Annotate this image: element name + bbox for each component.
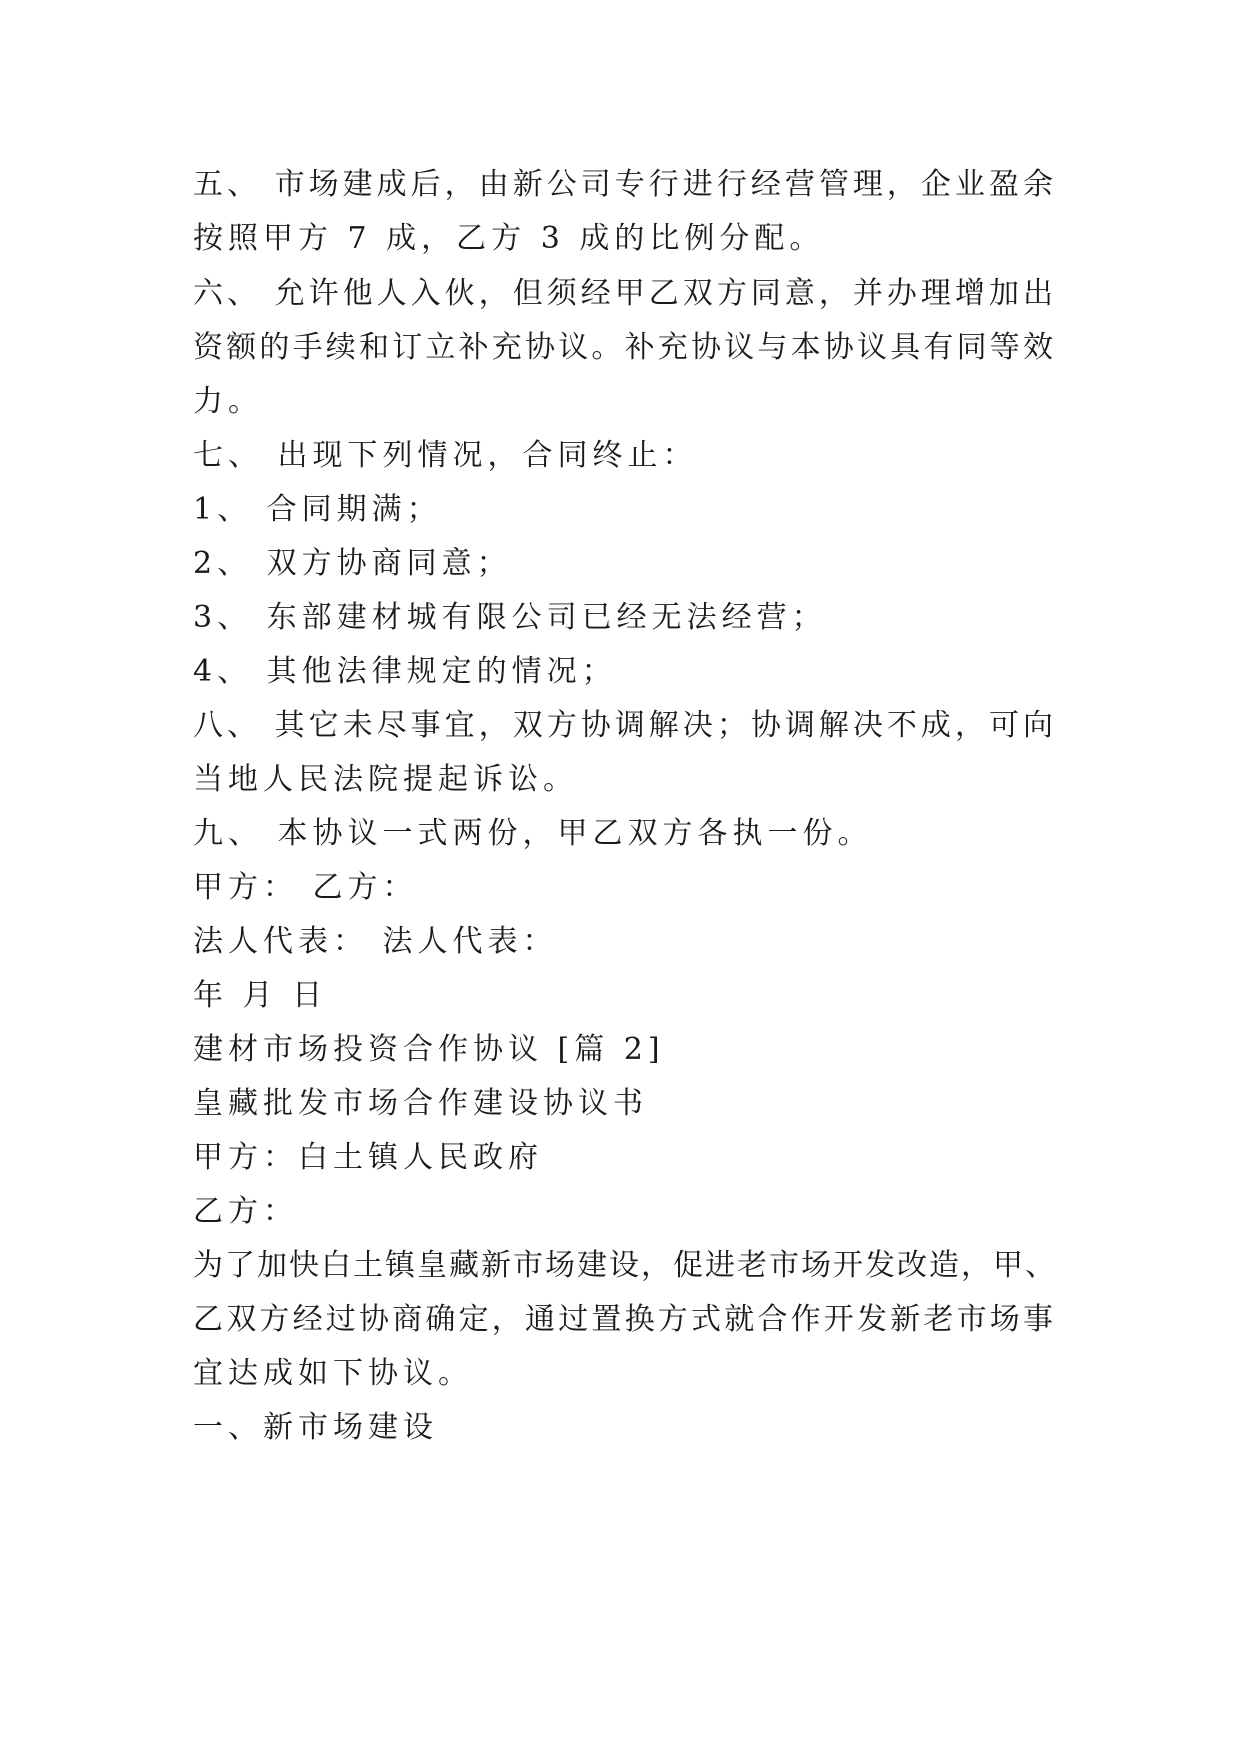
- representative-labels: 法人代表： 法人代表：: [193, 924, 558, 959]
- clause-6-line-1: 六、 允许他人入伙，但须经甲乙双方同意，并办理增加出: [193, 276, 1055, 311]
- agreement-title: 皇藏批发市场合作建设协议书: [193, 1086, 648, 1121]
- clause-7-item-3: 3、 东部建材城有限公司已经无法经营；: [193, 600, 827, 635]
- intro-line-2: 乙双方经过协商确定，通过置换方式就合作开发新老市场事: [193, 1302, 1055, 1337]
- clause-5-line-2: 按照甲方 7 成，乙方 3 成的比例分配。: [193, 221, 825, 256]
- clause-8-line-2: 当地人民法院提起诉讼。: [193, 762, 578, 797]
- clause-6-line-2: 资额的手续和订立补充协议。补充协议与本协议具有同等效: [193, 330, 1055, 365]
- clause-6-line-3: 力。: [193, 384, 263, 419]
- intro-line-3: 宜达成如下协议。: [193, 1356, 473, 1391]
- party-b: 乙方：: [193, 1194, 298, 1229]
- date-line: 年 月 日: [193, 978, 328, 1013]
- section-title: 建材市场投资合作协议 [篇 2]: [193, 1032, 665, 1067]
- new-market-heading: 一、新市场建设: [193, 1410, 438, 1445]
- clause-7-item-4: 4、 其他法律规定的情况；: [193, 654, 617, 689]
- clause-7-item-1: 1、 合同期满；: [193, 492, 442, 527]
- intro-line-1: 为了加快白土镇皇藏新市场建设，促进老市场开发改造，甲、: [193, 1248, 1057, 1283]
- clause-9: 九、 本协议一式两份，甲乙双方各执一份。: [193, 816, 873, 851]
- party-a: 甲方：白土镇人民政府: [193, 1140, 543, 1175]
- clause-8-line-1: 八、 其它未尽事宜，双方协调解决；协调解决不成，可向: [193, 708, 1055, 743]
- clause-7-heading: 七、 出现下列情况，合同终止：: [193, 438, 698, 473]
- clause-7-item-2: 2、 双方协商同意；: [193, 546, 512, 581]
- party-labels: 甲方： 乙方：: [193, 870, 418, 905]
- clause-5-line-1: 五、 市场建成后，由新公司专行进行经营管理，企业盈余: [193, 167, 1055, 202]
